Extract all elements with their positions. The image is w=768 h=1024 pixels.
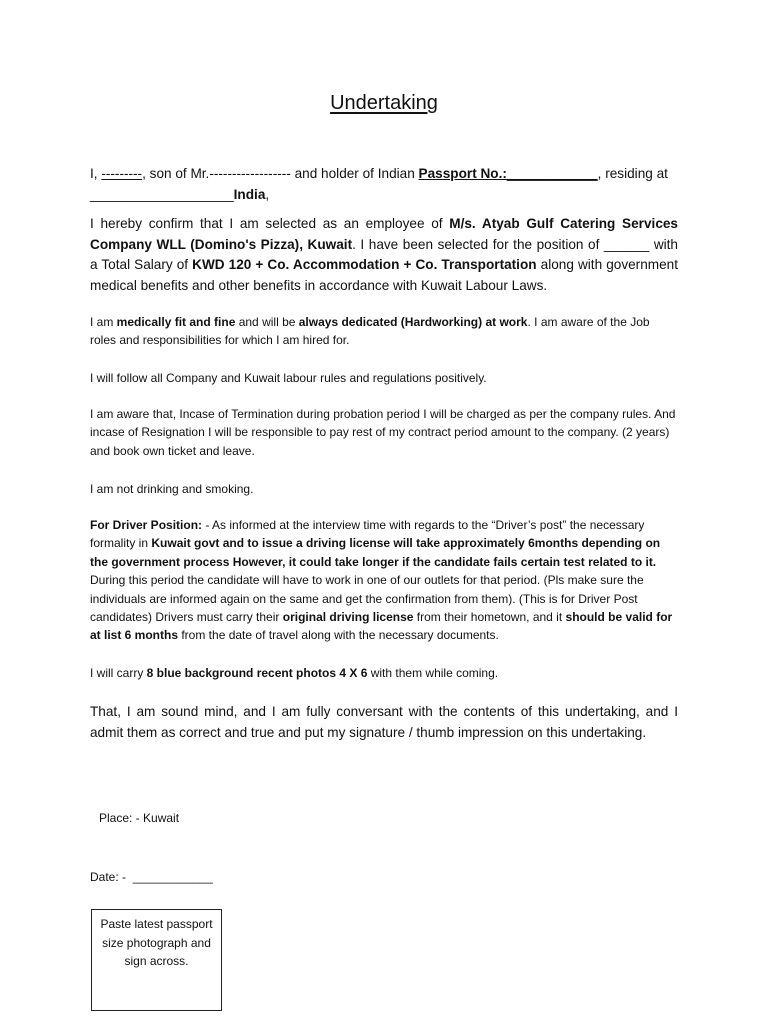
driver-position-paragraph: For Driver Position: - As informed at the interview time with regards to the “Driver’s post” the necessary formality in Kuwait govt and to issue a driving license will take approximately 6months depending on the government process However, it could take longer if the candidate fails certain test related to it. During this period the candidate will have to work in one of our outlets for that period. (Pls make sure the individuals are informed again on the same and get the confirmation from them). (This is for Driver Post candidates) Drivers must carry their original driving license from their hometown, and it should be valid for at list 6 months from the date of travel along with the necessary documents. <box>90 518 673 643</box>
page-title: Undertaking <box>330 92 438 114</box>
driver-position-label: For Driver Position: <box>90 518 203 532</box>
date-line <box>90 868 213 886</box>
declaration-paragraph: That, I am sound mind, and I am fully conversant with the contents of this undertaking, and I admit them as correct and true and put my signature / thumb impression on this undertaking. <box>90 704 678 740</box>
salary-details: KWD 120 + Co. Accommodation + Co. Transportation <box>192 257 537 272</box>
fitness-paragraph: I am medically fit and fine and will be always dedicated (Hardworking) at work. I am aware of the Job roles and responsibilities for which I am hired for. <box>90 315 650 348</box>
photos-paragraph: I will carry 8 blue background recent photos 4 X 6 with them while coming. <box>90 666 499 680</box>
declarant-paragraph: I, ---------, son of Mr.------------------ and holder of Indian Passport No.:____________, residing at ___________________India, <box>90 166 668 202</box>
passport-label: Passport No.: <box>418 166 507 181</box>
date-label: Date: - <box>90 870 127 884</box>
employment-confirmation-paragraph: I hereby confirm that I am selected as an employee of M/s. Atyab Gulf Catering Services Company WLL (Domino's Pizza), Kuwait. I have been selected for the position of ______ with a Total Salary of KWD 120 + Co. Accommodation + Co. Transportation along with government medical benefits and other benefits in accordance with Kuwait Labour Laws. <box>90 216 678 293</box>
rules-paragraph: I will follow all Company and Kuwait labour rules and regulations positively. <box>90 371 487 385</box>
photo-placeholder-box <box>91 909 222 1011</box>
company-name: M/s. Atyab Gulf Catering Services Company WLL (Domino's Pizza), Kuwait <box>90 216 678 252</box>
photo-box-instructions: Paste latest passport size photograph and sign across. <box>100 917 213 969</box>
passport-blank: ____________ <box>506 166 598 181</box>
place-line: Place: - Kuwait <box>99 811 180 825</box>
date-blank: ____________ <box>132 870 213 884</box>
name-blank: --------- <box>101 166 143 181</box>
termination-paragraph: I am aware that, Incase of Termination during probation period I will be charged as per the company rules. And incase of Resignation I will be responsible to pay rest of my contract period amount to the company. (2 years) and book own ticket and leave. <box>90 407 676 458</box>
no-drinking-paragraph: I am not drinking and smoking. <box>90 482 254 496</box>
country-india: India <box>233 186 266 202</box>
address-blank: ___________________ <box>90 186 234 202</box>
